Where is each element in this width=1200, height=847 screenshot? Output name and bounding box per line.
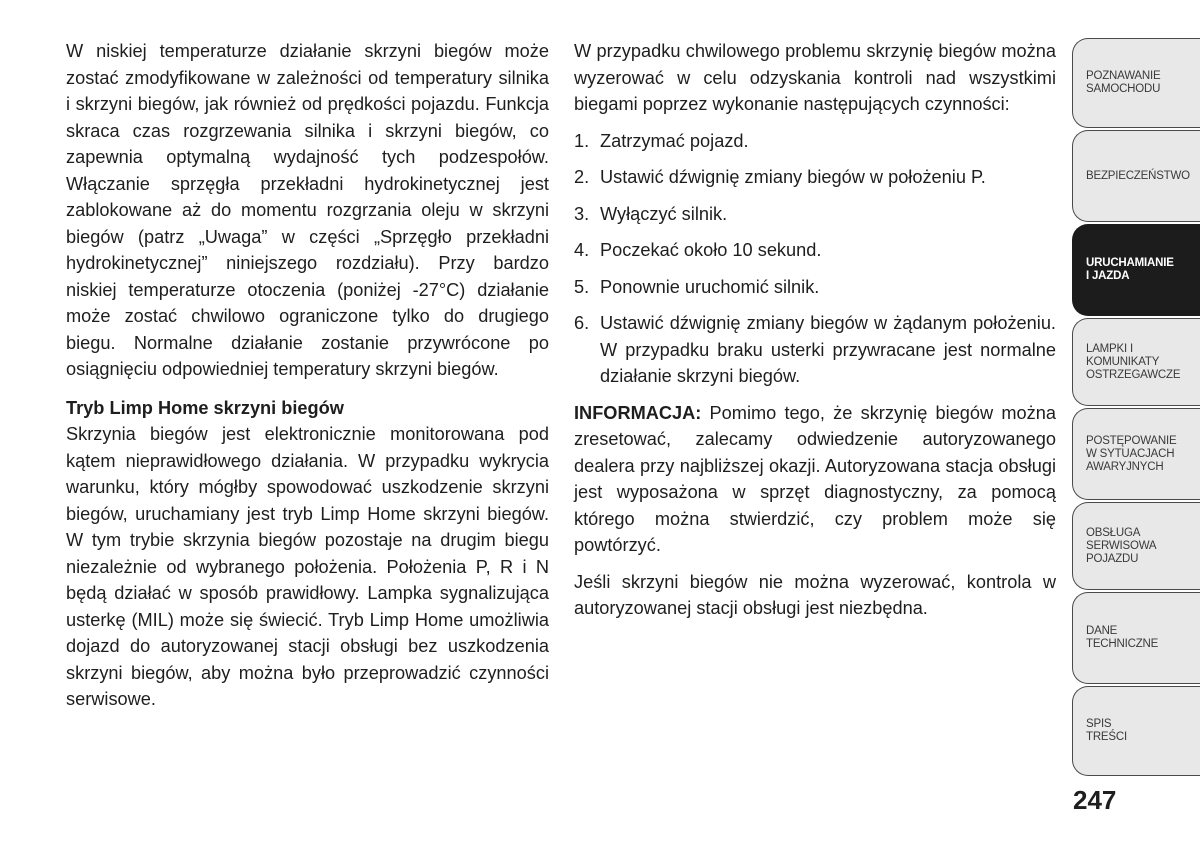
intro-paragraph: W niskiej temperaturze działanie skrzyni biegów może zostać zmodyfikowane w zależności od temperatury silnika i skrzyni biegów, jak również od prędkości pojazdu. Funkcja skraca czas rozgrzewania silnika i skrzyni biegów, co zapewnia optymalną wydajność tych podzespołów. Włączanie sprzęgła przekładni hydrokinetycznej jest zablokowane aż do momentu rozgrzania oleju w skrzyni biegów (patrz „Uwaga” w części „Sprzęgło przekładni hydrokinetycznej” niniejszego rozdziału). Przy bardzo niskiej temperaturze otoczenia (poniżej -27°C) działanie może zostać chwilowo ograniczone tylko do drugiego biegu. Normalne działanie zostanie przywrócone po osiągnięciu odpowiedniej temperatury skrzyni biegów. bbox=[66, 41, 549, 379]
list-item: 6. Ustawić dźwignię zmiany biegów w żądanym położeniu. W przypadku braku usterki przywracane jest normalne działanie skrzyni biegów. bbox=[574, 313, 1056, 386]
tab-obsluga-serwisowa[interactable]: OBSŁUGA SERWISOWA POJAZDU bbox=[1072, 502, 1200, 590]
tab-dane-techniczne[interactable]: DANE TECHNICZNE bbox=[1072, 592, 1200, 684]
steps-list bbox=[574, 128, 1056, 390]
reset-intro-paragraph: W przypadku chwilowego problemu skrzynię biegów można wyzerować w celu odzyskania kontroli nad wszystkimi biegami poprzez wykonanie następujących czynności: bbox=[574, 41, 1056, 114]
closing-paragraph: Jeśli skrzyni biegów nie można wyzerować, kontrola w autoryzowanej stacji obsługi jest niezbędna. bbox=[574, 571, 1056, 618]
info-label: INFORMACJA: bbox=[574, 402, 702, 423]
list-item: 5. Ponownie uruchomić silnik. bbox=[574, 276, 820, 297]
page-number: 247 bbox=[1073, 785, 1117, 815]
tab-poznawanie-samochodu[interactable]: POZNAWANIE SAMOCHODU bbox=[1072, 38, 1200, 128]
tab-spis-tresci[interactable]: SPIS TREŚCI bbox=[1072, 686, 1200, 776]
limp-home-paragraph: Skrzynia biegów jest elektronicznie monitorowana pod kątem nieprawidłowego działania. W przypadku wykrycia warunku, który mógłby spowodować uszkodzenie skrzyni biegów, uruchamiany jest tryb Limp Home skrzyni biegów. W tym trybie skrzynia biegów pozostaje na drugim biegu niezależnie od wybranego położenia. Położenia P, R i N będą działać w sposób prawidłowy. Lampka sygnalizująca usterkę (MIL) może się świecić. Tryb Limp Home umożliwia dojazd do autoryzowanej stacji obsługi bez uszkodzenia skrzyni biegów, aby można było przeprowadzić czynności serwisowe. bbox=[66, 424, 549, 709]
info-text: Pomimo tego, że skrzynię biegów można zresetować, zalecamy odwiedzenie autoryzowanego dealera przy najbliższej okazji. Autoryzowana stacja obsługi jest wyposażona w sprzęt diagnostyczny, za pomocą którego można stwierdzić, czy problem może się powtórzyć. bbox=[574, 402, 1056, 555]
tab-lampki-i-komunikaty[interactable]: LAMPKI I KOMUNIKATY OSTRZEGAWCZE bbox=[1072, 318, 1200, 406]
tab-bezpieczenstwo[interactable]: BEZPIECZEŃSTWO bbox=[1072, 130, 1200, 222]
list-item: 3. Wyłączyć silnik. bbox=[574, 203, 728, 224]
tab-postepowanie-awaryjne[interactable]: POSTĘPOWANIE W SYTUACJACH AWARYJNYCH bbox=[1072, 408, 1200, 500]
list-item: 4. Poczekać około 10 sekund. bbox=[574, 240, 822, 260]
info-note bbox=[574, 400, 1056, 559]
list-item: 1. Zatrzymać pojazd. bbox=[574, 130, 749, 151]
list-item: 2. Ustawić dźwignię zmiany biegów w położeniu P. bbox=[574, 167, 986, 187]
tab-uruchamianie-i-jazda[interactable]: URUCHAMIANIE I JAZDA bbox=[1072, 224, 1200, 316]
left-column bbox=[66, 38, 549, 713]
right-column bbox=[574, 38, 1056, 622]
section-heading: Tryb Limp Home skrzyni biegów bbox=[66, 397, 344, 418]
